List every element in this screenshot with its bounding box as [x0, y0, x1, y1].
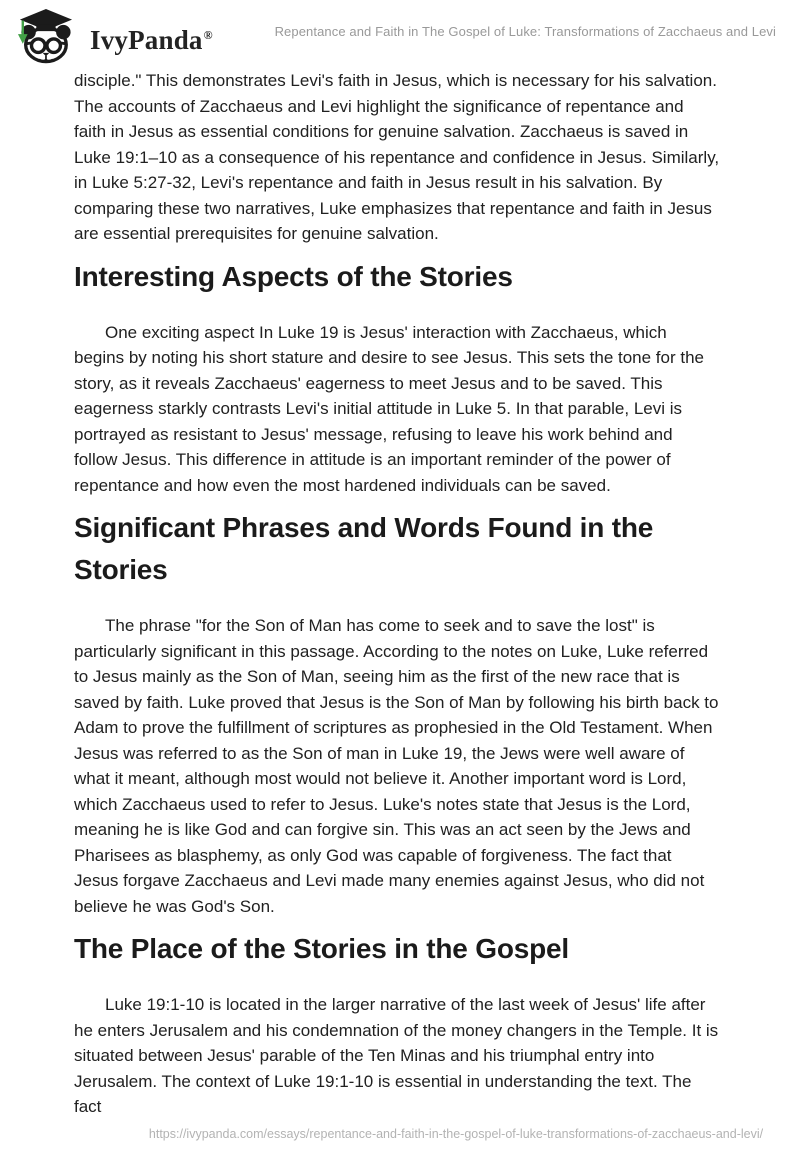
section-heading-significant-phrases: Significant Phrases and Words Found in the Stories: [74, 512, 654, 585]
section-heading-place-of-stories: The Place of the Stories in the Gospel: [74, 933, 569, 964]
essay-content: [74, 64, 720, 1120]
section-heading-interesting-aspects: Interesting Aspects of the Stories: [74, 260, 513, 292]
paragraph-continuation: disciple." This demonstrates Levi's faith in Jesus, which is necessary for his salvation. The accounts of Zacchaeus and Levi highlight the significance of repentance and faith in Jesus as essential conditions for genuine salvation. Zacchaeus is saved in Luke 19:1–10 as a consequence of his repentance and confidence in Jesus. Similarly, in Luke 5:27-32, Levi's repentance and faith in Jesus result in his salvation. By comparing these two narratives, Luke emphasizes that repentance and faith in Jesus are essential prerequisites for genuine salvation.: [74, 71, 720, 243]
brand-name: [90, 19, 213, 54]
paragraph-significant-phrases: The phrase "for the Son of Man has come to seek and to save the lost" is particularly significant in this passage. According to the notes on Luke, Luke referred to Jesus mainly as the Son of Man, seeing him as the first of the new race that is saved by faith. Luke proved that Jesus is the Son of Man by following his birth back to Adam to prove the fulfillment of scriptures as prophesied in the Old Testament. When Jesus was referred to as the Son of man in Luke 19, the Jews were well aware of what it meant, although most would not believe it. Another important word is Lord, which Zacchaeus used to refer to Jesus. Luke's notes state that Jesus is the Lord, meaning he is like God and can forgive sin. This was an act seen by the Jews and Pharisees as blasphemy, as only God was capable of forgiveness. The fact that Jesus forgave Zacchaeus and Levi made many enemies against Jesus, who did not believe he was God's Son.: [74, 616, 719, 916]
page-header: [0, 0, 800, 64]
registered-trademark: ®: [203, 27, 213, 42]
panda-graduate-icon: [14, 8, 76, 64]
paragraph-place-of-stories: Luke 19:1-10 is located in the larger narrative of the last week of Jesus' life after he enters Jerusalem and his condemnation of the money changers in the Temple. It is situated between Jesus' parable of the Ten Minas and his triumphal entry into Jerusalem. The context of Luke 19:1-10 is essential in understanding the text. The fact: [74, 995, 719, 1116]
paragraph-interesting-aspects: One exciting aspect In Luke 19 is Jesus' interaction with Zacchaeus, which begins by noting his short stature and desire to see Jesus. This sets the tone for the story, as it reveals Zacchaeus' eagerness to meet Jesus and to be saved. This eagerness starkly contrasts Levi's initial attitude in Luke 5. In that parable, Levi is portrayed as resistant to Jesus' message, refusing to leave his work behind and follow Jesus. This difference in attitude is an important reminder of the power of repentance and how even the most hardened individuals can be saved.: [74, 322, 704, 495]
brand-text: IvyPanda: [90, 24, 203, 55]
document-title: Repentance and Faith in The Gospel of Luke: Transformations of Zacchaeus and Levi: [274, 24, 776, 39]
source-url: https://ivypanda.com/essays/repentance-and-faith-in-the-gospel-of-luke-transformations-of-zacchaeus-and-levi/: [148, 1127, 764, 1141]
